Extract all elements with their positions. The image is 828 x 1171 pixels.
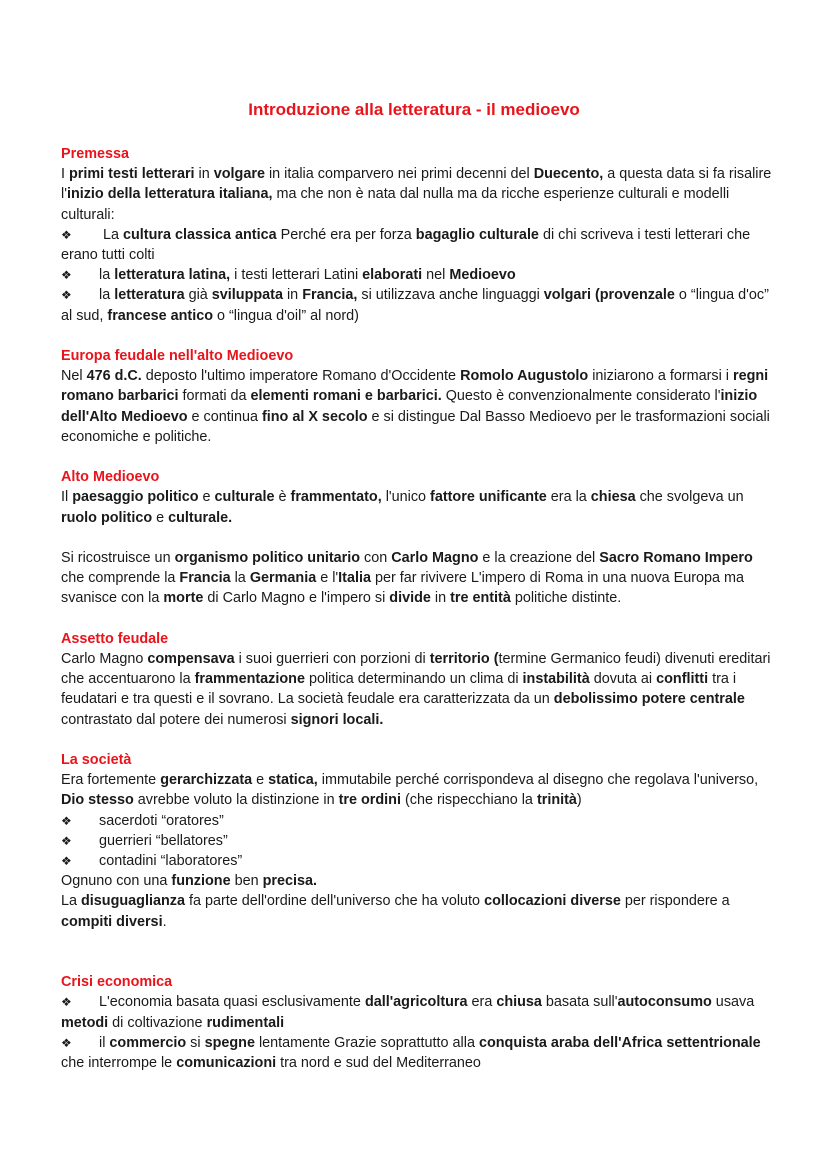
text: Era fortemente	[61, 772, 161, 789]
text: l'unico	[381, 489, 431, 506]
bold-text: disuguaglianza	[81, 893, 185, 910]
bold-text: Francia	[179, 570, 231, 587]
text: in italia comparvero nei primi decenni del	[264, 166, 534, 183]
spacer	[61, 326, 773, 346]
bold-text: Sacro Romano Impero	[599, 550, 753, 567]
text: che interrompe le	[61, 1055, 177, 1072]
section-heading: La società	[61, 752, 132, 769]
text: o “lingua d'oc” al sud,	[61, 287, 769, 324]
bold-text: tre ordini	[338, 792, 401, 809]
bullet-item	[61, 285, 773, 325]
text: è	[274, 489, 291, 506]
text: fa parte dell'ordine dell'universo che ha voluto	[184, 893, 485, 910]
bold-text: rudimentali	[206, 1014, 285, 1031]
diamond-bullet-icon: ❖	[61, 1035, 72, 1050]
text: tra i feudatari e tra questi e il sovrano. La società feudale era caratterizzata da un	[61, 671, 737, 708]
paragraph	[61, 891, 773, 931]
bold-text: debolissimo potere centrale	[553, 691, 745, 708]
text: L'economia basata quasi esclusivamente	[99, 994, 365, 1011]
text: i suoi guerrieri con porzioni di	[234, 651, 430, 668]
text: dovuta ai	[589, 671, 657, 688]
text: la	[230, 570, 250, 587]
text: .	[162, 913, 167, 930]
text: già	[184, 287, 212, 304]
diamond-bullet-icon: ❖	[61, 854, 72, 869]
bullet-item	[61, 1033, 773, 1073]
bold-text: fino al X secolo	[261, 408, 368, 425]
document-body	[61, 144, 773, 1073]
text: formati da	[178, 388, 251, 405]
diamond-bullet-icon: ❖	[61, 995, 72, 1010]
text: in	[282, 287, 303, 304]
bold-text: inizio dell'Alto Medioevo	[61, 388, 758, 425]
bold-text: volgare	[213, 166, 265, 183]
document-title: Introduzione alla letteratura - il medioevo	[248, 100, 580, 119]
section-heading: Assetto feudale	[61, 630, 169, 647]
bold-text: signori locali.	[290, 711, 384, 728]
bold-text: letteratura	[114, 287, 185, 304]
text: basata sull'	[541, 994, 618, 1011]
text: il	[99, 1034, 110, 1051]
text: tra nord e sud del Mediterraneo	[276, 1055, 481, 1072]
text: ben	[230, 873, 263, 890]
diamond-bullet-icon: ❖	[61, 813, 72, 828]
spacer	[61, 730, 773, 750]
text: )	[576, 792, 582, 809]
paragraph	[61, 548, 773, 609]
spacer	[61, 528, 773, 548]
bold-text: Romolo Augustolo	[460, 368, 589, 385]
text: termine Germanico feudi) divenuti ereditari che accentuarono la	[61, 651, 771, 688]
paragraph	[61, 164, 773, 225]
paragraph	[61, 871, 773, 891]
bold-text: frammentazione	[194, 671, 305, 688]
text: Questo è convenzionalmente considerato l'	[441, 388, 721, 405]
text: I	[61, 166, 69, 183]
bold-text: collocazioni diverse	[484, 893, 621, 910]
diamond-bullet-icon: ❖	[61, 268, 72, 283]
text: di coltivazione	[108, 1014, 207, 1031]
bold-text: gerarchizzata	[160, 772, 253, 789]
text: Carlo Magno	[61, 651, 148, 668]
bold-text: divide	[389, 590, 431, 607]
paragraph	[61, 770, 773, 810]
bold-text: trinità	[536, 792, 577, 809]
bold-text: cultura classica antica	[123, 226, 277, 243]
bold-text: statica,	[268, 772, 318, 789]
section-heading: Europa feudale nell'alto Medioevo	[61, 348, 294, 365]
text: di chi scriveva i testi letterari che erano tutti colti	[61, 226, 751, 264]
bullet-item	[61, 225, 773, 265]
bold-text: Italia	[338, 570, 371, 587]
section-heading: Alto Medioevo	[61, 469, 160, 486]
diamond-bullet-icon: ❖	[61, 288, 72, 303]
bold-text: tre entità	[450, 590, 511, 607]
text: per rispondere a	[620, 893, 730, 910]
bold-text: Duecento,	[533, 166, 604, 183]
spacer	[61, 932, 773, 972]
text: e continua	[187, 408, 262, 425]
bold-text: inizio della letteratura italiana,	[66, 186, 273, 203]
text: in	[194, 166, 214, 183]
text: per far rivivere L'impero di Roma in una nuova Europa ma svanisce con la	[61, 570, 745, 607]
bold-text: regni romano barbarici	[61, 368, 769, 405]
text: lentamente Grazie soprattutto alla	[254, 1034, 479, 1051]
bold-text: culturale	[214, 489, 275, 506]
bold-text: bagaglio culturale	[415, 226, 539, 243]
bold-text: francese antico	[107, 307, 213, 324]
bold-text: autoconsumo	[617, 994, 712, 1011]
text: era	[467, 994, 497, 1011]
text: politiche distinte.	[510, 590, 622, 607]
text: si utilizzava anche linguaggi	[357, 287, 544, 304]
text: Ognuno con una	[61, 873, 172, 890]
text: che comprende la	[61, 570, 180, 587]
text: contadini “laboratores”	[99, 853, 243, 870]
bold-text: territorio (	[429, 651, 499, 668]
diamond-bullet-icon: ❖	[61, 227, 72, 242]
bold-text: Francia,	[302, 287, 358, 304]
section-heading: Premessa	[61, 146, 130, 162]
text: con	[360, 550, 392, 567]
text: e l'	[316, 570, 339, 587]
text: usava	[711, 994, 755, 1011]
bold-text: frammentato,	[290, 489, 382, 506]
bold-text: Medioevo	[449, 267, 516, 284]
bold-text: comunicazioni	[176, 1055, 277, 1072]
text: si	[186, 1034, 205, 1051]
bold-text: 476 d.C.	[86, 368, 142, 385]
text: la	[99, 267, 115, 284]
text: era la	[546, 489, 591, 506]
bullet-item	[61, 851, 773, 871]
bold-text: chiusa	[496, 994, 542, 1011]
bullet-item	[61, 265, 773, 285]
text: e si distingue Dal Basso Medioevo per le trasformazioni sociali economiche e politiche.	[61, 408, 770, 445]
bold-text: metodi	[61, 1014, 109, 1031]
text: nel	[422, 267, 450, 284]
bold-text: instabilità	[522, 671, 590, 688]
text: Perché era per forza	[276, 226, 416, 243]
text: La	[99, 226, 124, 243]
bold-text: ruolo politico	[61, 509, 153, 526]
bold-text: elaborati	[362, 267, 423, 284]
text: di Carlo Magno e l'impero si	[203, 590, 390, 607]
bold-text: conflitti	[656, 671, 709, 688]
bold-text: Dio stesso	[61, 792, 134, 809]
bold-text: primi testi letterari	[69, 166, 195, 183]
bold-text: commercio	[109, 1034, 187, 1051]
text: e	[198, 489, 215, 506]
text: che svolgeva un	[635, 489, 744, 506]
text: Nel	[61, 368, 87, 385]
text: avrebbe voluto la distinzione in	[133, 792, 339, 809]
text: politica determinando un clima di	[304, 671, 523, 688]
bold-text: volgari (provenzale	[543, 287, 675, 304]
bold-text: chiesa	[590, 489, 636, 506]
bold-text: compiti diversi	[61, 913, 163, 930]
bullet-item	[61, 992, 773, 1032]
bullet-item	[61, 811, 773, 831]
bold-text: Carlo Magno	[391, 550, 479, 567]
bold-text: precisa.	[262, 873, 317, 890]
bold-text: spegne	[204, 1034, 255, 1051]
text: la	[99, 287, 115, 304]
text: Si ricostruisce un	[61, 550, 175, 567]
bold-text: conquista araba dell'Africa settentrionale	[478, 1034, 761, 1051]
text: (che rispecchiano la	[400, 792, 537, 809]
text: e	[152, 509, 169, 526]
text: iniziarono a formarsi i	[588, 368, 733, 385]
text: o “lingua d'oil” al nord)	[212, 307, 359, 324]
diamond-bullet-icon: ❖	[61, 833, 72, 848]
bold-text: compensava	[147, 651, 235, 668]
text: La	[61, 893, 82, 910]
paragraph	[61, 366, 773, 447]
text: e la creazione del	[478, 550, 600, 567]
spacer	[61, 609, 773, 629]
text: a questa data si fa risalire l'	[61, 166, 772, 203]
bold-text: elementi romani e barbarici.	[250, 388, 442, 405]
text: immutabile perché corrispondeva al disegno che regolava l'universo,	[317, 772, 759, 789]
bold-text: fattore unificante	[430, 489, 547, 506]
bold-text: Germania	[249, 570, 317, 587]
text: e	[252, 772, 269, 789]
text: in	[430, 590, 451, 607]
bold-text: letteratura latina,	[114, 267, 231, 284]
text: Il	[61, 489, 73, 506]
spacer	[61, 447, 773, 467]
text: contrastato dal potere dei numerosi	[61, 711, 291, 728]
bullet-item	[61, 831, 773, 851]
text: sacerdoti “oratores”	[99, 812, 224, 829]
bold-text: sviluppata	[211, 287, 283, 304]
bold-text: morte	[163, 590, 204, 607]
bold-text: funzione	[171, 873, 231, 890]
bold-text: paesaggio politico	[72, 489, 199, 506]
bold-text: organismo politico unitario	[174, 550, 361, 567]
text: guerrieri “bellatores”	[99, 832, 228, 849]
text: ma che non è nata dal nulla ma da ricche esperienze culturali e modelli culturali:	[61, 186, 730, 223]
paragraph	[61, 487, 773, 527]
paragraph	[61, 649, 773, 730]
section-heading: Crisi economica	[61, 974, 173, 991]
bold-text: culturale.	[168, 509, 233, 526]
text: i testi letterari Latini	[230, 267, 363, 284]
text: deposto l'ultimo imperatore Romano d'Occidente	[141, 368, 461, 385]
bold-text: dall'agricoltura	[364, 994, 468, 1011]
